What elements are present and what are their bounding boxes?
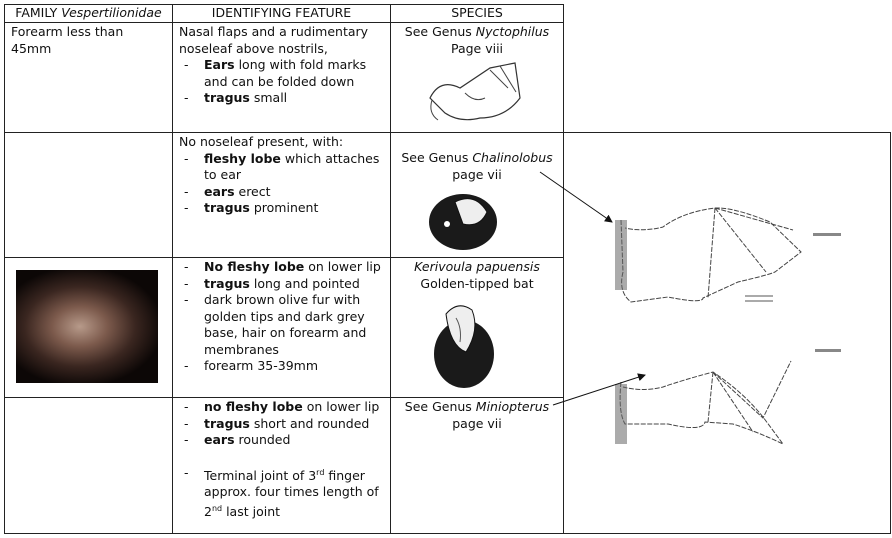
feature-intro: Nasal flaps and a rudimentary noseleaf above nostrils, xyxy=(179,24,369,56)
species-common-name: Golden-tipped bat xyxy=(420,275,534,291)
feature-item: - tragus long and pointed xyxy=(179,276,384,293)
feature-item: - no fleshy lobe on lower lip xyxy=(179,399,384,416)
species-name: Nyctophilus xyxy=(475,24,550,39)
feature-item: - No fleshy lobe on lower lip xyxy=(179,259,384,276)
feature-item: - Terminal joint of 3rd finger approx. four times length of 2nd last joint xyxy=(179,465,384,521)
feature-item: - Ears long with fold marks and can be folded down xyxy=(179,57,384,90)
feature-item: - dark brown olive fur with golden tips and dark grey base, hair on forearm and membranes xyxy=(179,292,384,358)
arrow-to-miniopterus-wing xyxy=(553,375,645,405)
arrow-to-chalinolobus-wing xyxy=(540,172,612,222)
species-name: Kerivoula papuensis xyxy=(414,259,540,274)
species-name: Miniopterus xyxy=(475,399,550,414)
feature-item: - tragus short and rounded xyxy=(179,416,384,433)
family-label: FAMILY xyxy=(15,5,62,20)
species-prefix: See Genus xyxy=(404,24,476,39)
feature-item: - ears erect xyxy=(179,184,384,201)
species-prefix: See Genus xyxy=(404,399,476,414)
feature-item: - ears rounded xyxy=(179,432,384,449)
species-prefix: See Genus xyxy=(401,150,473,165)
species-page: Page viii xyxy=(450,40,504,56)
header-feature: IDENTIFYING FEATURE xyxy=(172,4,391,23)
feature-item: - tragus prominent xyxy=(179,200,384,217)
feature-item: - forearm 35-39mm xyxy=(179,358,384,375)
row1-criterion: Forearm less than 45mm xyxy=(4,22,173,133)
species-name: Chalinolobus xyxy=(472,150,553,165)
feature-intro: No noseleaf present, with: xyxy=(179,134,344,149)
feature-item: - fleshy lobe which attaches to ear xyxy=(179,151,384,184)
species-page: page vii xyxy=(452,166,502,182)
family-name: Vespertilionidae xyxy=(61,5,162,20)
feature-item: - tragus small xyxy=(179,90,384,107)
species-page: page vii xyxy=(452,415,502,431)
header-species: SPECIES xyxy=(390,4,564,23)
